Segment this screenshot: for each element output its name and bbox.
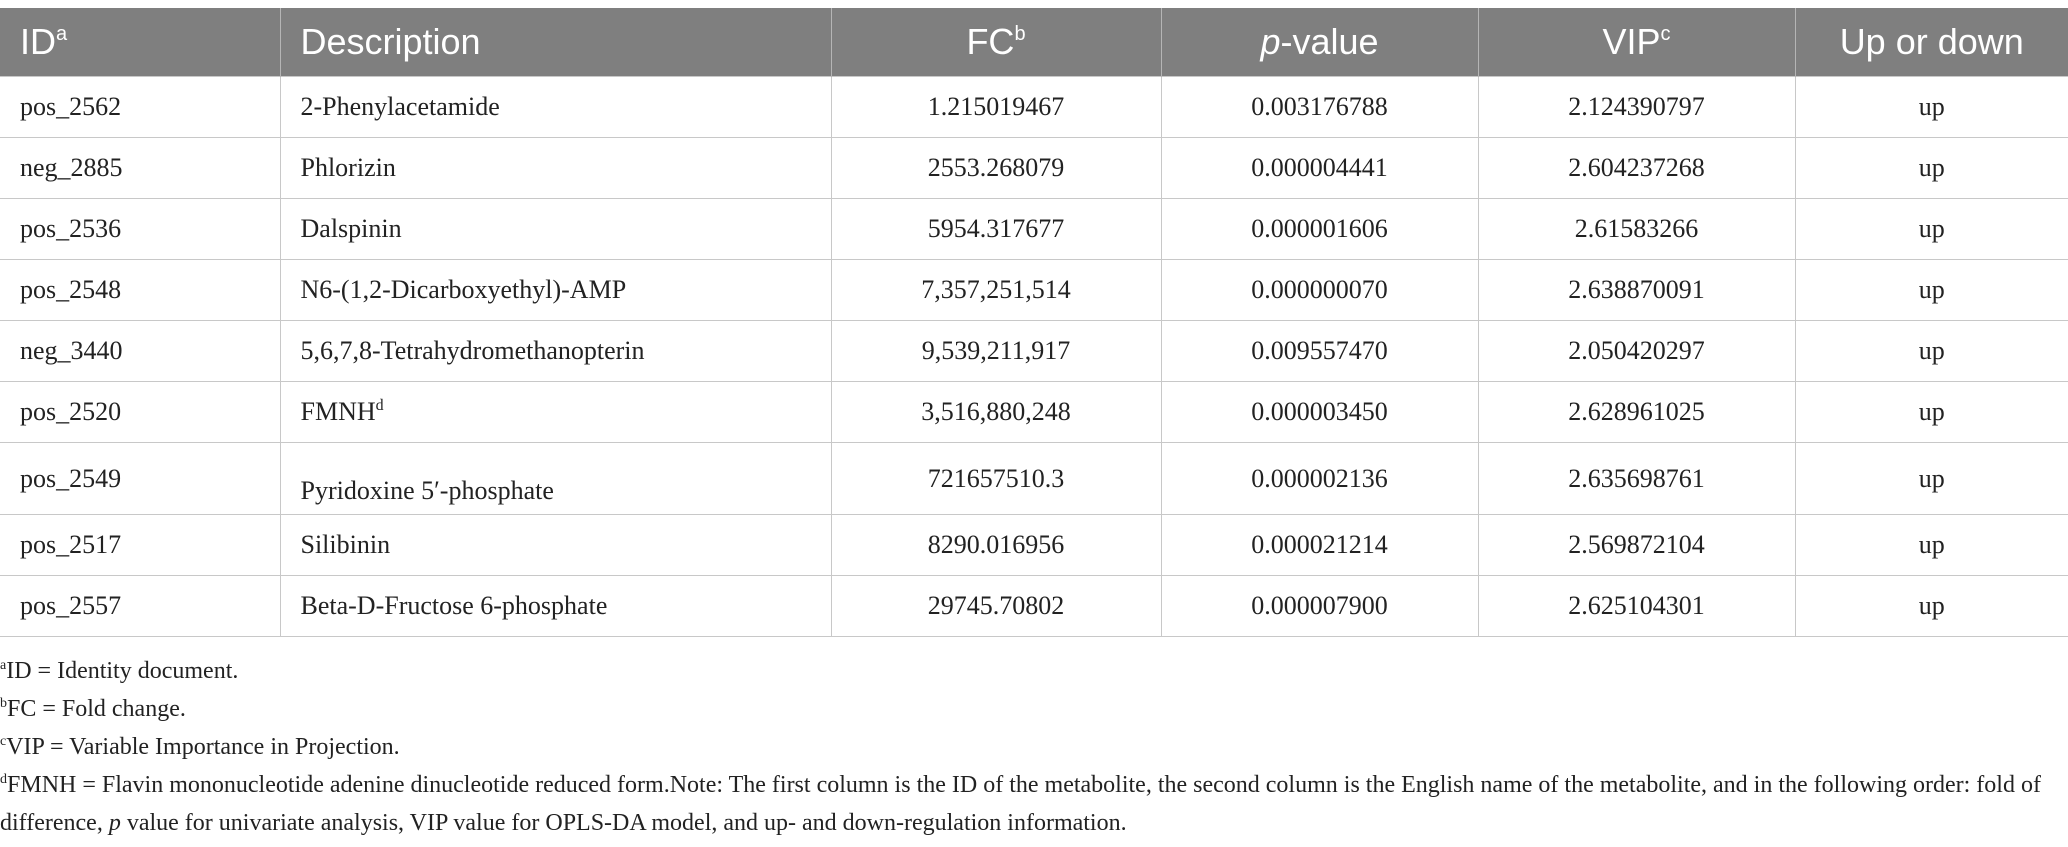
footnote-a: $^a$ID = Identity document. [0,658,239,684]
cell-description: Pyridoxine 5′-phosphate [280,443,831,515]
table-header-row [0,8,2068,77]
table-row [0,260,2068,321]
cell-fc: 2553.268079 [831,138,1161,199]
cell-vip: 2.638870091 [1478,260,1795,321]
cell-description: Dalspinin [280,199,831,260]
cell-id: pos_2557 [0,576,280,637]
cell-p-value: 0.000000070 [1161,260,1478,321]
cell-id: pos_2548 [0,260,280,321]
cell-fc: 1.215019467 [831,77,1161,138]
cell-description: Beta-D-Fructose 6-phosphate [280,576,831,637]
cell-id: pos_2536 [0,199,280,260]
table-footnotes [0,652,2060,842]
table-row [0,443,2068,515]
header-description: Description [280,8,831,77]
footnote-d: $^d$FMNH = Flavin mononucleotide adenine dinucleotide reduced form.Note: The first column is the ID of the metabolite, the second column is the English name of the metabolite, and in the following order: fold of difference, p value for univariate analysis, VIP value for OPLS-DA model, and up- and down-regulation information. [0,772,2041,836]
cell-p-value: 0.000002136 [1161,443,1478,515]
footnote-c: $^c$VIP = Variable Importance in Projection. [0,734,400,760]
header-vip: VIP$^c$ [1478,8,1795,77]
cell-up-or-down: up [1795,199,2068,260]
cell-fc: 721657510.3 [831,443,1161,515]
metabolite-table [0,8,2068,637]
cell-id: neg_2885 [0,138,280,199]
cell-fc: 29745.70802 [831,576,1161,637]
cell-id: pos_2562 [0,77,280,138]
cell-id: pos_2517 [0,515,280,576]
cell-up-or-down: up [1795,77,2068,138]
footnote-marker-b: b [1014,23,1026,45]
header-up-or-down: Up or down [1795,8,2068,77]
cell-p-value: 0.000003450 [1161,382,1478,443]
cell-p-value: 0.009557470 [1161,321,1478,382]
cell-description: Phlorizin [280,138,831,199]
table-row [0,382,2068,443]
cell-fc: 9,539,211,917 [831,321,1161,382]
table-row [0,515,2068,576]
header-p-value: p-value [1161,8,1478,77]
cell-vip: 2.61583266 [1478,199,1795,260]
cell-description: 5,6,7,8-Tetrahydromethanopterin [280,321,831,382]
footnote-marker-d: d [375,397,384,414]
cell-p-value: 0.000021214 [1161,515,1478,576]
cell-vip: 2.628961025 [1478,382,1795,443]
cell-up-or-down: up [1795,382,2068,443]
cell-p-value: 0.000001606 [1161,199,1478,260]
cell-vip: 2.635698761 [1478,443,1795,515]
cell-up-or-down: up [1795,576,2068,637]
cell-description: FMNH$^d$ [280,382,831,443]
table-row [0,77,2068,138]
header-fc: $FC^b$ [831,8,1161,77]
cell-vip: 2.050420297 [1478,321,1795,382]
cell-fc: 7,357,251,514 [831,260,1161,321]
table-row [0,199,2068,260]
metabolite-table-container [0,8,2068,637]
cell-up-or-down: up [1795,321,2068,382]
cell-vip: 2.124390797 [1478,77,1795,138]
cell-id: pos_2549 [0,443,280,515]
cell-up-or-down: up [1795,260,2068,321]
cell-fc: 3,516,880,248 [831,382,1161,443]
cell-up-or-down: up [1795,138,2068,199]
cell-up-or-down: up [1795,443,2068,515]
cell-vip: 2.569872104 [1478,515,1795,576]
cell-up-or-down: up [1795,515,2068,576]
cell-p-value: 0.003176788 [1161,77,1478,138]
footnote-b: $^b$FC = Fold change. [0,696,186,722]
footnote-marker-a: a [56,23,68,45]
cell-id: pos_2520 [0,382,280,443]
table-row [0,321,2068,382]
cell-description: Silibinin [280,515,831,576]
header-id: $ID^a$ [0,8,280,77]
table-row [0,576,2068,637]
cell-fc: 8290.016956 [831,515,1161,576]
cell-p-value: 0.000007900 [1161,576,1478,637]
cell-vip: 2.625104301 [1478,576,1795,637]
footnote-marker-c: c [1660,23,1671,45]
table-row [0,138,2068,199]
cell-vip: 2.604237268 [1478,138,1795,199]
cell-id: neg_3440 [0,321,280,382]
cell-fc: 5954.317677 [831,199,1161,260]
cell-description: N6-(1,2-Dicarboxyethyl)-AMP [280,260,831,321]
cell-p-value: 0.000004441 [1161,138,1478,199]
cell-description: 2-Phenylacetamide [280,77,831,138]
